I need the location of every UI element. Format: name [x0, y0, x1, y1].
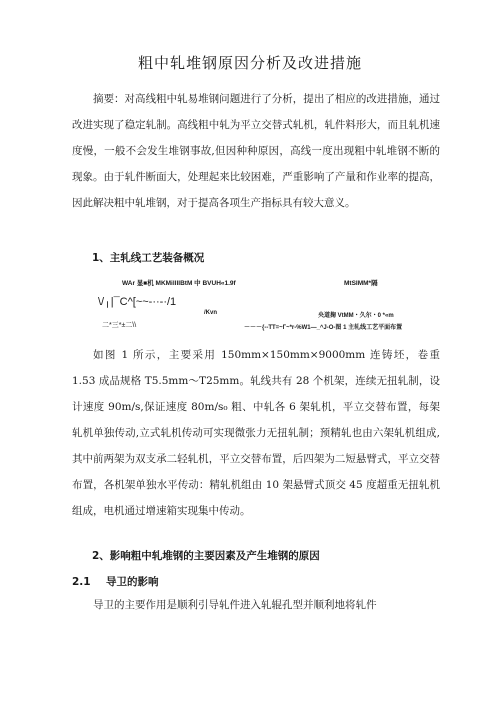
guide-paragraph: 导卫的主要作用是顺利引导轧件进入轧辊孔型并顺利地将轧件 — [93, 599, 377, 611]
figure-label-mill-group: WAr 显■机 MKMillIIBtM 中 BVUH«1.9f — [122, 280, 236, 287]
abstract-paragraph: 摘要：对高线粗中轧易堆钢问题进行了分析，提出了相应的改进措施，通过改进实现了稳定轧制。高线粗中轧为平立交替式轧机，轧件料形大，而且轧机速度慢，一般不会发生堆钢事故,但因种种原因，高线一度出现粗中轧堆钢不断的现象。由于轧件断面大，处理起来比较困难，严重影响了产量和作业率的提高，因此解决粗中轧堆钢，对于提高各项生产指标具有较大意义。 — [72, 93, 440, 209]
document-title: 粗中轧堆钢原因分析及改进措施 — [137, 54, 362, 72]
section-2-1-heading — [72, 574, 159, 589]
figure-label-right: MtSIMM*隔 — [344, 280, 378, 287]
figure-label-kvn: /Kvn — [204, 310, 218, 316]
equipment-paragraph: 如图 1 所示，主要采用 150mm×150mm×9000mm 连铸坯，卷重 1.53 成品规格 T5.5mm〜T25mm。轧线共有 28 个机架，连续无扭轧制，设计速度 90m∕s,保证速度 80m∕s₀ 粗、中轧各 6 架轧机，平立交替布置，每架轧机单独传动,立式轧机传动可实现微张力无扭轧制；预精轧也由六架轧机组成,其中前两架为双支承二轻轧机，平立交替布置，后四架为二短悬臂式，平立交替布置，各机架单独水平传动：精轧机组由 10 架悬臂式顶交 45 度超重无扭轧机组成，电机通过增速箱实现集中传动。 — [72, 349, 440, 517]
section-2-1-title: 导卫的影响 — [106, 576, 159, 588]
figure-1-layout — [72, 278, 442, 330]
figure-line-sketch-lower: 二*三*±二\\ — [102, 322, 137, 329]
figure-line-sketch: \/╷|¯C^[~~-··-·/1 — [98, 296, 177, 308]
figure-label-middle-right: 央道掬 VtMM・久尔・0 *«m — [318, 313, 394, 319]
figure-caption: －－－{--TT=~Г~*r-%W1—_^J-O-图 1 主轧线工艺平面布置 — [244, 325, 403, 331]
section-2-1-number: 2.1 — [72, 576, 91, 588]
section-2-heading: 2、影响粗中轧堆钢的主要因素及产生堆钢的原因 — [92, 550, 320, 562]
section-1-heading: 1、主轧线工艺装备概况 — [92, 252, 205, 264]
